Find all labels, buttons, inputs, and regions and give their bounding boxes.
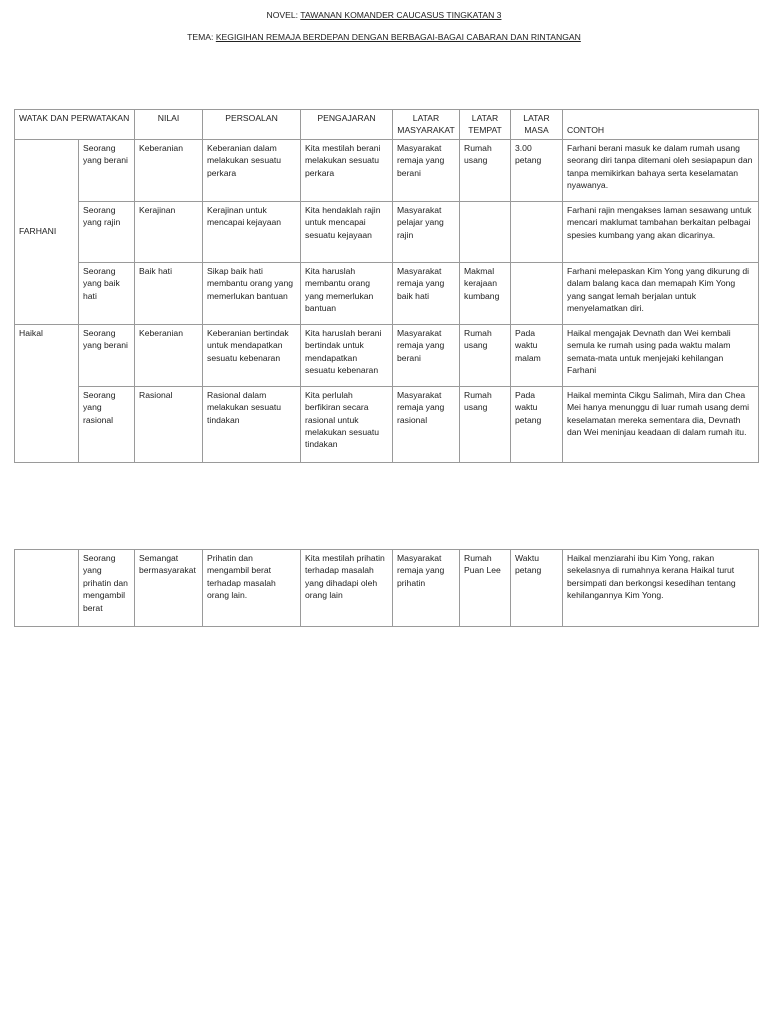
character-name-empty xyxy=(15,550,79,627)
cell-latar-tempat: Rumah usang xyxy=(460,139,511,201)
cell-perwatakan: Seorang yang rajin xyxy=(79,201,135,262)
col-header-latar-masa: LATAR MASA xyxy=(511,110,563,140)
character-name: Haikal xyxy=(15,324,79,462)
cell-latar-masa: Waktu petang xyxy=(511,550,563,627)
cell-perwatakan: Seorang yang rasional xyxy=(79,386,135,462)
col-header-latar-masyarakat: LATAR MASYARAKAT xyxy=(393,110,460,140)
cell-pengajaran: Kita haruslah membantu orang yang memerlukan bantuan xyxy=(301,262,393,324)
cell-persoalan: Prihatin dan mengambil berat terhadap masalah orang lain. xyxy=(203,550,301,627)
cell-latar-masyarakat: Masyarakat remaja yang berani xyxy=(393,139,460,201)
cell-persoalan: Rasional dalam melakukan sesuatu tindakan xyxy=(203,386,301,462)
character-name: FARHANI xyxy=(15,139,79,324)
cell-persoalan: Sikap baik hati membantu orang yang memerlukan bantuan xyxy=(203,262,301,324)
cell-latar-tempat: Rumah usang xyxy=(460,386,511,462)
cell-perwatakan: Seorang yang baik hati xyxy=(79,262,135,324)
cell-latar-masyarakat: Masyarakat pelajar yang rajin xyxy=(393,201,460,262)
cell-latar-masa xyxy=(511,201,563,262)
col-header-pengajaran: PENGAJARAN xyxy=(301,110,393,140)
cell-latar-masyarakat: Masyarakat remaja yang rasional xyxy=(393,386,460,462)
cell-latar-tempat xyxy=(460,201,511,262)
table-row xyxy=(15,324,759,386)
cell-contoh: Haikal mengajak Devnath dan Wei kembali semula ke rumah using pada waktu malam semata-mata untuk menjejaki kehilangan Farhani xyxy=(563,324,759,386)
cell-nilai: Keberanian xyxy=(135,324,203,386)
cell-pengajaran: Kita mestilah prihatin terhadap masalah yang dihadapi oleh orang lain xyxy=(301,550,393,627)
cell-latar-masyarakat: Masyarakat remaja yang prihatin xyxy=(393,550,460,627)
table-row xyxy=(15,201,759,262)
novel-title: TAWANAN KOMANDER CAUCASUS TINGKATAN 3 xyxy=(300,10,502,20)
cell-pengajaran: Kita haruslah berani bertindak untuk mendapatkan sesuatu kebenaran xyxy=(301,324,393,386)
cell-contoh: Farhani melepaskan Kim Yong yang dikurung di dalam balang kaca dan memapah Kim Yong yang sangat lemah berjalan untuk menyelamatkan diri. xyxy=(563,262,759,324)
col-header-watak: WATAK DAN PERWATAKAN xyxy=(15,110,135,140)
cell-pengajaran: Kita perlulah berfikiran secara rasional untuk melakukan sesuatu tindakan xyxy=(301,386,393,462)
novel-heading xyxy=(0,9,768,21)
col-header-nilai: NILAI xyxy=(135,110,203,140)
cell-latar-masa: 3.00 petang xyxy=(511,139,563,201)
cell-latar-masa xyxy=(511,262,563,324)
cell-nilai: Rasional xyxy=(135,386,203,462)
col-header-latar-tempat: LATAR TEMPAT xyxy=(460,110,511,140)
table-row xyxy=(15,262,759,324)
cell-pengajaran: Kita mestilah berani melakukan sesuatu perkara xyxy=(301,139,393,201)
cell-latar-tempat: Rumah Puan Lee xyxy=(460,550,511,627)
table-header-row xyxy=(15,110,759,140)
cell-latar-tempat: Makmal kerajaan kumbang xyxy=(460,262,511,324)
cell-persoalan: Kerajinan untuk mencapai kejayaan xyxy=(203,201,301,262)
cell-latar-masa: Pada waktu malam xyxy=(511,324,563,386)
col-header-persoalan: PERSOALAN xyxy=(203,110,301,140)
cell-contoh: Haikal menziarahi ibu Kim Yong, rakan sekelasnya di rumahnya kerana Haikal turut bersimpati dan berkongsi kesedihan tentang kehilangannya Kim Yong. xyxy=(563,550,759,627)
cell-latar-masyarakat: Masyarakat remaja yang baik hati xyxy=(393,262,460,324)
cell-perwatakan: Seorang yang berani xyxy=(79,139,135,201)
cell-nilai: Baik hati xyxy=(135,262,203,324)
cell-latar-masa: Pada waktu petang xyxy=(511,386,563,462)
cell-pengajaran: Kita hendaklah rajin untuk mencapai sesuatu kejayaan xyxy=(301,201,393,262)
tema-prefix: TEMA: xyxy=(187,32,216,42)
table-row xyxy=(15,550,759,627)
cell-contoh: Farhani rajin mengakses laman sesawang untuk mencari maklumat tambahan berkaitan pelbagai spesies kumbang yang akan dicarinya. xyxy=(563,201,759,262)
cell-nilai: Keberanian xyxy=(135,139,203,201)
novel-prefix: NOVEL: xyxy=(266,10,301,20)
cell-contoh: Farhani berani masuk ke dalam rumah usang seorang diri tanpa ditemani oleh sesiapapun dan tanpa memikirkan bahaya serta keselamatan nyawanya. xyxy=(563,139,759,201)
cell-nilai: Semangat bermasyarakat xyxy=(135,550,203,627)
character-table-continued xyxy=(14,549,759,627)
cell-latar-masyarakat: Masyarakat remaja yang berani xyxy=(393,324,460,386)
cell-contoh: Haikal meminta Cikgu Salimah, Mira dan Chea Mei hanya menunggu di luar rumah usang demi keselamatan mereka sementara dia, Devnath dan Wei meninjau keadaan di dalam rumah itu. xyxy=(563,386,759,462)
table-row xyxy=(15,386,759,462)
cell-latar-tempat: Rumah usang xyxy=(460,324,511,386)
cell-nilai: Kerajinan xyxy=(135,201,203,262)
cell-perwatakan: Seorang yang prihatin dan mengambil berat xyxy=(79,550,135,627)
cell-perwatakan: Seorang yang berani xyxy=(79,324,135,386)
cell-persoalan: Keberanian bertindak untuk mendapatkan sesuatu kebenaran xyxy=(203,324,301,386)
tema-heading xyxy=(0,31,768,43)
tema-title: KEGIGIHAN REMAJA BERDEPAN DENGAN BERBAGAI-BAGAI CABARAN DAN RINTANGAN xyxy=(215,32,581,42)
cell-persoalan: Keberanian dalam melakukan sesuatu perkara xyxy=(203,139,301,201)
character-table xyxy=(14,109,759,463)
col-header-contoh: CONTOH xyxy=(563,110,759,140)
table-row xyxy=(15,139,759,201)
